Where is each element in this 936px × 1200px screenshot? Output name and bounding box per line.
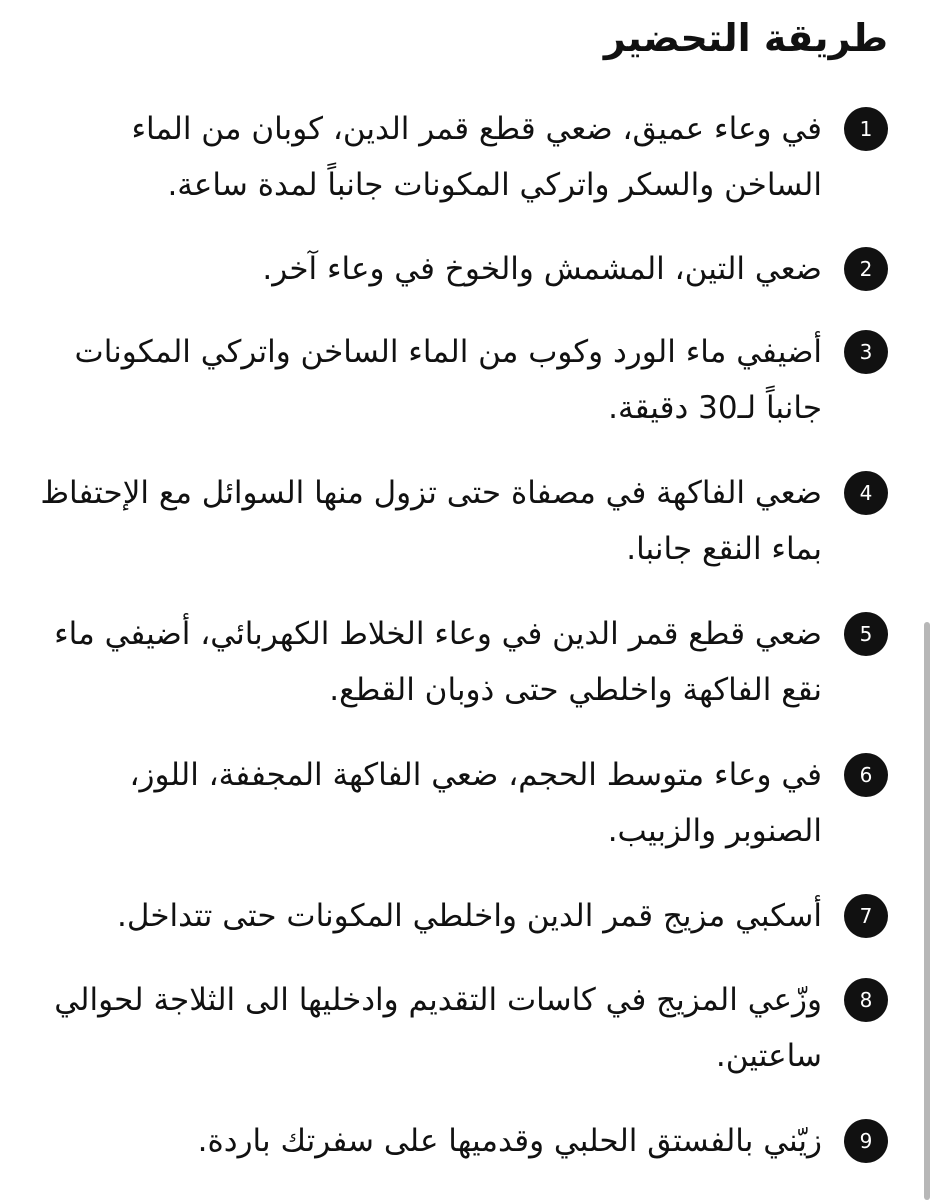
step-text: ضعي قطع قمر الدين في وعاء الخلاط الكهربائي، أضيفي ماء نقع الفاكهة واخلطي حتى ذوبان القطع. <box>54 616 822 708</box>
step-number-badge: 2 <box>844 247 888 291</box>
step-number-badge: 4 <box>844 471 888 515</box>
step-number-badge: 9 <box>844 1119 888 1163</box>
step-number-badge: 8 <box>844 978 888 1022</box>
step-text: أضيفي ماء الورد وكوب من الماء الساخن واتركي المكونات جانباً لـ30 دقيقة. <box>74 334 822 426</box>
step-text: ضعي التين، المشمش والخوخ في وعاء آخر. <box>262 251 822 287</box>
step-number-badge: 6 <box>844 753 888 797</box>
step-number-badge: 7 <box>844 894 888 938</box>
step-text: في وعاء متوسط الحجم، ضعي الفاكهة المجففة، اللوز، الصنوبر والزبيب. <box>129 757 822 849</box>
step-text: زيّني بالفستق الحلبي وقدميها على سفرتك باردة. <box>197 1123 822 1159</box>
step-text: أسكبي مزيج قمر الدين واخلطي المكونات حتى تتداخل. <box>117 898 822 934</box>
scrollbar-thumb[interactable] <box>924 622 930 1200</box>
step-number-badge: 5 <box>844 612 888 656</box>
step-text: وزّعي المزيج في كاسات التقديم وادخليها الى الثلاجة لحوالي ساعتين. <box>54 982 822 1074</box>
vertical-scrollbar[interactable] <box>924 622 930 1200</box>
step-text: ضعي الفاكهة في مصفاة حتى تزول منها السوائل مع الإحتفاظ بماء النقع جانبا. <box>40 475 822 567</box>
step-number-badge: 1 <box>844 107 888 151</box>
step-number-badge: 3 <box>844 330 888 374</box>
section-title: طريقة التحضير <box>603 16 888 60</box>
step-text: في وعاء عميق، ضعي قطع قمر الدين، كوبان من الماء الساخن والسكر واتركي المكونات جانباً لمدة ساعة. <box>131 111 822 203</box>
